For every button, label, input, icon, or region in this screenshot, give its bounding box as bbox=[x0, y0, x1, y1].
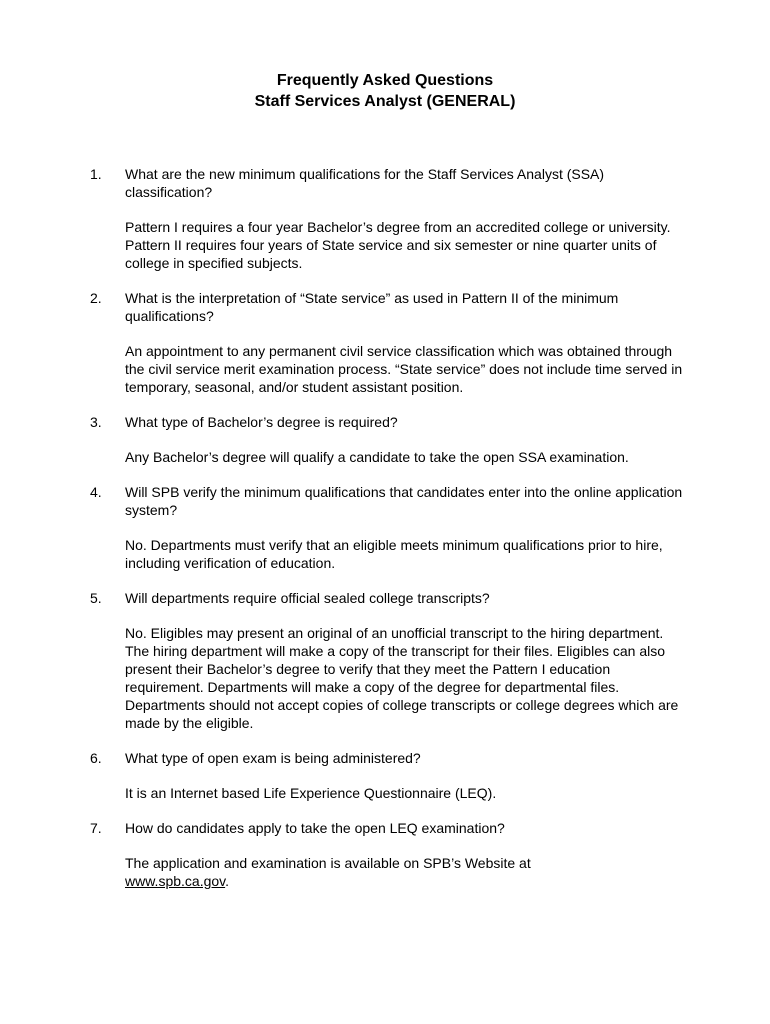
faq-question: What type of open exam is being administered? bbox=[125, 750, 421, 766]
faq-answer: Pattern I requires a four year Bachelor’s degree from an accredited college or university. Pattern II requires four years of State service and six semester or nine quarter units of college in specified subjects. bbox=[125, 219, 671, 271]
faq-answer-end: . bbox=[225, 873, 230, 889]
faq-number: 7. bbox=[90, 820, 102, 836]
faq-number: 4. bbox=[90, 484, 102, 500]
faq-question: What are the new minimum qualifications for the Staff Services Analyst (SSA) classification? bbox=[125, 166, 605, 200]
faq-list bbox=[90, 165, 690, 907]
faq-item-1 bbox=[90, 165, 690, 272]
faq-item-5 bbox=[90, 589, 690, 732]
faq-item-6 bbox=[90, 749, 690, 802]
faq-answer bbox=[125, 854, 690, 890]
faq-number: 5. bbox=[90, 590, 102, 606]
faq-answer: Any Bachelor’s degree will qualify a candidate to take the open SSA examination. bbox=[125, 449, 629, 465]
faq-answer: No. Departments must verify that an eligible meets minimum qualifications prior to hire, including verification of education. bbox=[125, 537, 663, 571]
faq-item-2 bbox=[90, 289, 690, 396]
faq-question: Will departments require official sealed college transcripts? bbox=[125, 590, 490, 606]
faq-question: What type of Bachelor’s degree is required? bbox=[125, 414, 398, 430]
faq-item-4 bbox=[90, 483, 690, 572]
faq-answer: No. Eligibles may present an original of an unofficial transcript to the hiring department. The hiring department will make a copy of the transcript for their files. Eligibles can also present their Bachelor’s degree to verify that they meet the Pattern I education requirement. Departments will make a copy of the degree for departmental files. Departments should not accept copies of college transcripts or college degrees which are made by the eligible. bbox=[125, 625, 679, 731]
faq-question: Will SPB verify the minimum qualifications that candidates enter into the online application system? bbox=[125, 484, 683, 518]
faq-number: 3. bbox=[90, 414, 102, 430]
faq-question: How do candidates apply to take the open LEQ examination? bbox=[125, 820, 505, 836]
faq-answer: An appointment to any permanent civil service classification which was obtained through the civil service merit examination process. “State service” does not include time served in temporary, seasonal, and/or student assistant position. bbox=[125, 343, 683, 395]
faq-number: 2. bbox=[90, 290, 102, 306]
spb-website-link[interactable]: www.spb.ca.gov bbox=[125, 873, 226, 889]
title-line-2: Staff Services Analyst (GENERAL) bbox=[254, 93, 516, 110]
faq-answer-text: The application and examination is available on SPB’s Website at bbox=[125, 855, 531, 871]
faq-number: 6. bbox=[90, 750, 102, 766]
faq-question: What is the interpretation of “State service” as used in Pattern II of the minimum qualifications? bbox=[125, 290, 619, 324]
title-line-1: Frequently Asked Questions bbox=[276, 72, 494, 89]
faq-item-3 bbox=[90, 413, 690, 466]
faq-number: 1. bbox=[90, 166, 102, 182]
faq-item-7 bbox=[90, 819, 690, 890]
document-title bbox=[0, 70, 770, 112]
faq-answer: It is an Internet based Life Experience Questionnaire (LEQ). bbox=[125, 785, 497, 801]
